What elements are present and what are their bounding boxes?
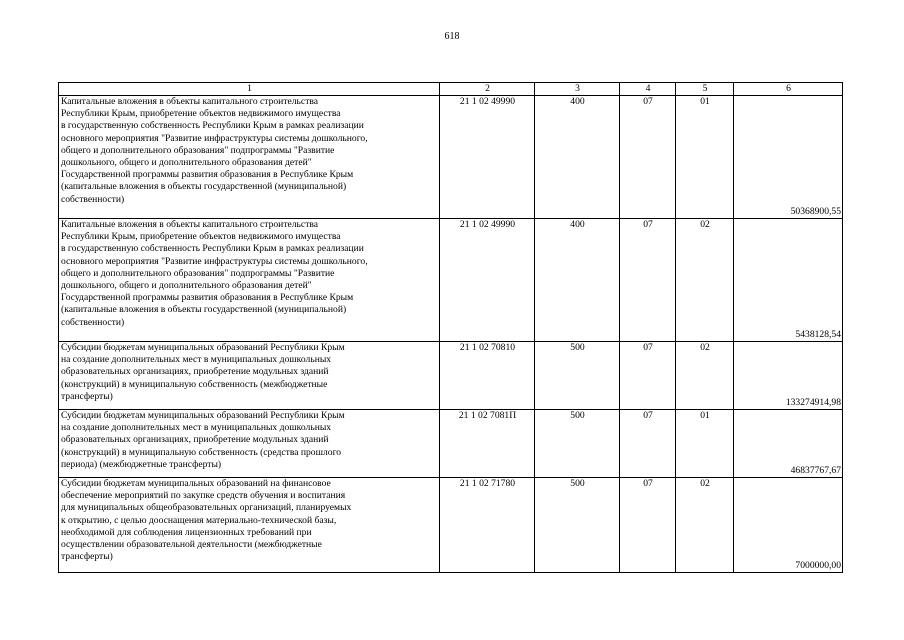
row-subsection: 01 <box>676 410 734 478</box>
description-line: образовательных организациях, приобретение модульных зданий <box>61 366 329 378</box>
row-section: 07 <box>620 478 676 573</box>
description-line: для муниципальных общеобразовательных организаций, планируемых <box>61 502 352 514</box>
column-header-section: 4 <box>620 83 676 96</box>
row-amount: 133274914,98 <box>734 342 843 410</box>
description-line: в государственную собственность Республики Крым в рамках реализации <box>61 120 364 132</box>
row-description <box>59 96 440 219</box>
row-description <box>59 219 440 342</box>
description-line: основного мероприятия "Развитие инфраструктуры системы дошкольного, <box>61 255 368 267</box>
row-section: 07 <box>620 410 676 478</box>
description-line: в государственную собственность Республики Крым в рамках реализации <box>61 243 364 255</box>
page-number: 618 <box>444 31 460 42</box>
description-line: к открытию, с целью дооснащения материально-технической базы, <box>61 514 337 526</box>
description-line: на создание дополнительных мест в муниципальных дошкольных <box>61 422 332 434</box>
row-target-code: 21 1 02 49990 <box>440 96 535 219</box>
description-line: Государственной программы развития образования в Республике Крым <box>61 292 354 304</box>
row-subsection: 01 <box>676 96 734 219</box>
row-subsection: 02 <box>676 219 734 342</box>
description-line: необходимой для соблюдения лицензионных требований при <box>61 526 312 538</box>
description-line: (капитальные вложения в объекты государственной (муниципальной) <box>61 181 347 193</box>
row-subsection: 02 <box>676 342 734 410</box>
description-line: Республики Крым, приобретение объектов недвижимого имущества <box>61 108 341 120</box>
description-line: Субсидии бюджетам муниципальных образований на финансовое <box>61 478 331 489</box>
row-section: 07 <box>620 342 676 410</box>
description-line: (конструкций) в муниципальную собственность (средства прошлого <box>61 446 342 458</box>
description-line: Республики Крым, приобретение объектов недвижимого имущества <box>61 231 341 243</box>
description-line: (капитальные вложения в объекты государственной (муниципальной) <box>61 304 347 316</box>
table-header-row <box>59 83 843 96</box>
description-line: на создание дополнительных мест в муниципальных дошкольных <box>61 354 332 366</box>
column-header-amount: 6 <box>734 83 843 96</box>
row-amount: 5438128,54 <box>734 219 843 342</box>
description-line: трансферты) <box>61 551 113 563</box>
description-line: осуществлении образовательной деятельности (межбюджетные <box>61 539 322 551</box>
row-target-code: 21 1 02 71780 <box>440 478 535 573</box>
column-header-description: 1 <box>59 83 440 96</box>
description-line: собственности) <box>61 316 125 328</box>
column-header-subsection: 5 <box>676 83 734 96</box>
table-row <box>59 410 843 478</box>
description-line: общего и дополнительного образования" подпрограммы "Развитие <box>61 144 335 156</box>
description-line: собственности) <box>61 193 125 205</box>
row-subsection: 02 <box>676 478 734 573</box>
row-amount: 46837767,67 <box>734 410 843 478</box>
row-amount: 50368900,55 <box>734 96 843 219</box>
row-amount: 7000000,00 <box>734 478 843 573</box>
row-section: 07 <box>620 96 676 219</box>
table-row <box>59 478 843 573</box>
description-line: трансферты) <box>61 390 113 402</box>
description-line: образовательных организациях, приобретение модульных зданий <box>61 434 329 446</box>
table-row <box>59 219 843 342</box>
description-line: общего и дополнительного образования" подпрограммы "Развитие <box>61 267 335 279</box>
description-line: Субсидии бюджетам муниципальных образований Республики Крым <box>61 342 345 353</box>
row-expense-type: 400 <box>535 96 620 219</box>
column-header-expense-type: 3 <box>535 83 620 96</box>
row-target-code: 21 1 02 70810 <box>440 342 535 410</box>
table-row <box>59 342 843 410</box>
description-line: обеспечение мероприятий по закупке средств обучения и воспитания <box>61 490 346 502</box>
description-line: Капитальные вложения в объекты капитального строительства <box>61 96 319 107</box>
description-line: периода) (межбюджетные трансферты) <box>61 458 222 470</box>
budget-table <box>58 82 843 573</box>
row-expense-type: 500 <box>535 342 620 410</box>
description-line: дошкольного, общего и дополнительного образования детей" <box>61 157 312 169</box>
description-line: Субсидии бюджетам муниципальных образований Республики Крым <box>61 410 345 421</box>
row-target-code: 21 1 02 49990 <box>440 219 535 342</box>
column-header-code: 2 <box>440 83 535 96</box>
row-description <box>59 342 440 410</box>
description-line: Государственной программы развития образования в Республике Крым <box>61 169 354 181</box>
row-section: 07 <box>620 219 676 342</box>
row-expense-type: 400 <box>535 219 620 342</box>
row-description <box>59 478 440 573</box>
row-expense-type: 500 <box>535 478 620 573</box>
description-line: основного мероприятия "Развитие инфраструктуры системы дошкольного, <box>61 132 368 144</box>
row-expense-type: 500 <box>535 410 620 478</box>
row-target-code: 21 1 02 7081П <box>440 410 535 478</box>
description-line: дошкольного, общего и дополнительного образования детей" <box>61 280 312 292</box>
description-line: (конструкций) в муниципальную собственность (межбюджетные <box>61 378 328 390</box>
table-row <box>59 96 843 219</box>
description-line: Капитальные вложения в объекты капитального строительства <box>61 219 319 230</box>
row-description <box>59 410 440 478</box>
